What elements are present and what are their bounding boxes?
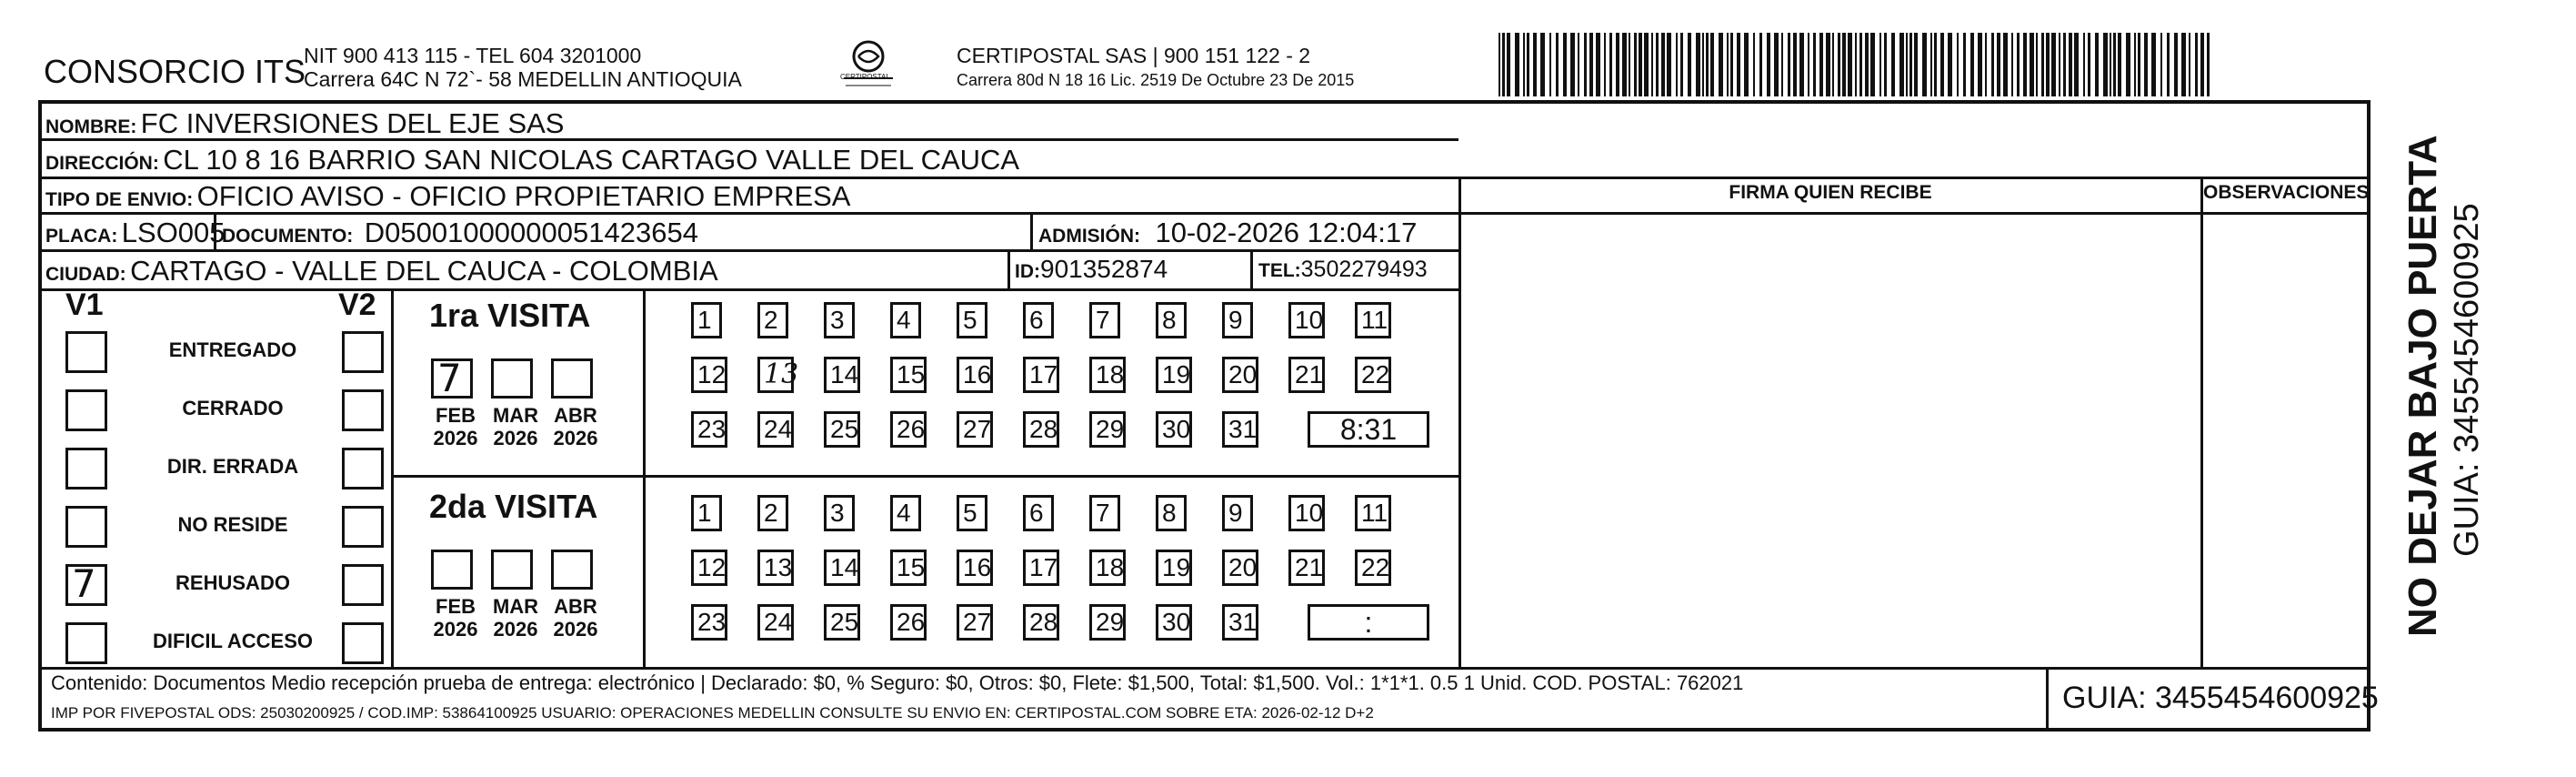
day-box: 6 [1023, 495, 1054, 531]
barcode-bar [1899, 33, 1904, 96]
month-name: ABR [554, 404, 597, 427]
barcode-bar [1578, 33, 1579, 96]
barcode-bar [1730, 33, 1733, 96]
month-checkbox [491, 358, 533, 399]
day-box: 2 [757, 302, 788, 338]
month-checkbox [491, 550, 533, 590]
day-box: 11 [1355, 302, 1391, 338]
barcode-bar [1609, 33, 1612, 96]
day-box: 1 [691, 302, 722, 338]
admision-label: ADMISIÓN: [1038, 226, 1140, 247]
barcode-bar [1596, 33, 1600, 96]
barcode-bar [2069, 33, 2072, 96]
day-box: 10 [1288, 302, 1325, 338]
barcode-bar [1767, 33, 1770, 96]
status-label: DIR. ERRADA [166, 455, 299, 478]
company-nit: NIT 900 413 115 - TEL 604 3201000 [304, 44, 642, 67]
barcode-bar [2160, 33, 2162, 96]
row-direccion [45, 144, 1019, 177]
month-name: MAR [492, 595, 539, 618]
barcode-bar [1656, 33, 1659, 96]
barcode-bar [2134, 33, 2136, 96]
barcode-bar [1842, 33, 1846, 96]
logo-text: CERTIPOSTAL [840, 73, 890, 81]
barcode-bar [1957, 33, 1959, 96]
barcode-bar [1710, 33, 1714, 96]
barcode-bar [2041, 33, 2044, 96]
barcode-bar [1584, 33, 1587, 96]
direccion-label: DIRECCIÓN: [45, 153, 159, 174]
carrier-license: Carrera 80d N 18 16 Lic. 2519 De Octubre 23 De 2015 [957, 71, 1355, 89]
barcode-bar [1498, 33, 1500, 96]
day-box: 7 [1089, 495, 1120, 531]
company-name: CONSORCIO ITS [44, 53, 306, 90]
barcode-bar [1667, 33, 1671, 96]
day-box: 13 [757, 550, 794, 586]
month-name: MAR [492, 404, 539, 427]
barcode-bar [1819, 33, 1823, 96]
tipo-label: TIPO DE ENVIO: [45, 189, 194, 210]
day-box: 4 [890, 495, 921, 531]
month-name: FEB [436, 404, 476, 427]
day-box: 5 [957, 302, 987, 338]
barcode-bar [1622, 33, 1627, 96]
day-box: 23 [691, 604, 727, 641]
barcode-bar [1985, 33, 1987, 96]
footer-contenido: Contenido: Documentos Medio recepción prueba de entrega: electrónico | Declarado: $0, % Seguro: $0, Otros: $0, Flete: $1,500, Total: $1,500. Vol.: 1*1*1. 0.5 1 Unid. COD. POSTAL: 762021 [51, 671, 1744, 694]
footer-imp: IMP POR FIVEPOSTAL ODS: 25030200925 / COD.IMP: 53864100925 USUARIO: OPERACIONES MEDELLIN CONSULTE SU ENVIO EN: CERTIPOSTAL.COM SOBRE ETA: 2026-02-12 D+2 [51, 704, 1374, 722]
barcode-bar [2088, 33, 2090, 96]
barcode-bar [1884, 33, 1887, 96]
time-box: 8:31 [1308, 411, 1429, 448]
barcode-bar [2023, 33, 2027, 96]
barcode-bar [1991, 33, 1994, 96]
day-box: 31 [1222, 604, 1258, 641]
status-label: REHUSADO [175, 571, 290, 594]
day-box: 19 [1156, 550, 1192, 586]
day-box: 8 [1156, 302, 1187, 338]
barcode-bar [2118, 33, 2121, 96]
barcode-bar [2059, 33, 2060, 96]
barcode-bar [1680, 33, 1683, 96]
barcode-bar [1702, 33, 1704, 96]
barcode-bar [1808, 33, 1809, 96]
day-box: 21 [1288, 550, 1325, 586]
id-value: 901352874 [1040, 255, 1168, 283]
barcode-bar [1706, 33, 1709, 96]
placa-value: LSO005 [121, 217, 226, 248]
barcode-bar [2207, 33, 2210, 96]
month-year: 2026 [493, 618, 538, 641]
status-v2-checkbox [342, 564, 384, 606]
day-box: 15 [890, 357, 927, 393]
status-v1-checkbox [65, 506, 107, 548]
barcode-bar [1826, 33, 1830, 96]
day-box: 29 [1089, 604, 1126, 641]
barcode-bar [1604, 33, 1606, 96]
status-v2-checkbox [342, 506, 384, 548]
day-box: 25 [824, 411, 860, 448]
status-v1-checkbox [65, 448, 107, 489]
observaciones-header: OBSERVACIONES [2203, 182, 2370, 203]
barcode-bar [1978, 33, 1982, 96]
barcode-bar [1507, 33, 1510, 96]
month-year: 2026 [433, 427, 478, 449]
v1-header: V1 [65, 288, 104, 322]
day-box: 5 [957, 495, 987, 531]
barcode-bar [2167, 33, 2170, 96]
barcode-bar [2017, 33, 2020, 96]
barcode-bar [1759, 33, 1762, 96]
tipo-value: OFICIO AVISO - OFICIO PROPIETARIO EMPRESA [196, 180, 851, 212]
status-v2-checkbox [342, 389, 384, 431]
status-v2-checkbox [342, 448, 384, 489]
month-checkbox [431, 550, 473, 590]
barcode-bar [1570, 33, 1575, 96]
barcode-bar [1859, 33, 1862, 96]
handwritten-check-mark: 7 [72, 561, 96, 606]
barcode [1498, 33, 2210, 96]
status-label: NO RESIDE [177, 513, 288, 536]
barcode-bar [2174, 33, 2178, 96]
documento-label: DOCUMENTO: [222, 226, 354, 247]
v2-header: V2 [338, 288, 376, 322]
month-name: ABR [554, 595, 597, 618]
admision-value: 10-02-2026 12:04:17 [1155, 217, 1418, 248]
handwritten-day-mark: 13 [764, 358, 799, 390]
row-documento [222, 217, 698, 249]
barcode-bar [1533, 33, 1537, 96]
month-year: 2026 [553, 427, 598, 449]
day-box: 24 [757, 604, 794, 641]
barcode-bar [1848, 33, 1852, 96]
status-v1-checkbox [65, 389, 107, 431]
barcode-bar [1891, 33, 1895, 96]
barcode-bar [2074, 33, 2079, 96]
day-box: 12 [691, 550, 727, 586]
barcode-bar [1634, 33, 1637, 96]
status-label: CERRADO [182, 397, 284, 419]
barcode-bar [2083, 33, 2085, 96]
month-label [424, 404, 487, 449]
barcode-bar [1523, 33, 1525, 96]
month-label [544, 404, 607, 449]
status-v1-checkbox [65, 622, 107, 664]
barcode-bar [2036, 33, 2038, 96]
status-v2-checkbox [342, 331, 384, 373]
side-guia: GUIA: 3455454600925 [2448, 203, 2486, 557]
barcode-bar [1855, 33, 1857, 96]
day-box: 12 [691, 357, 727, 393]
day-box: 9 [1222, 495, 1253, 531]
barcode-bar [2046, 33, 2050, 96]
day-box: 28 [1023, 411, 1059, 448]
day-box: 19 [1156, 357, 1192, 393]
visit1-title: 1ra VISITA [429, 297, 591, 334]
barcode-bar [2003, 33, 2008, 96]
day-box: 9 [1222, 302, 1253, 338]
time-box: : [1308, 604, 1429, 641]
day-box: 28 [1023, 604, 1059, 641]
barcode-bar [1737, 33, 1740, 96]
barcode-bar [1922, 33, 1927, 96]
barcode-bar [1940, 33, 1944, 96]
barcode-bar [2095, 33, 2099, 96]
day-box: 1 [691, 495, 722, 531]
barcode-bar [1914, 33, 1918, 96]
barcode-bar [2126, 33, 2130, 96]
barcode-bar [1661, 33, 1665, 96]
day-box: 14 [824, 357, 860, 393]
barcode-bar [1813, 33, 1816, 96]
row-placa [45, 217, 226, 249]
barcode-bar [1832, 33, 1834, 96]
barcode-bar [1540, 33, 1545, 96]
barcode-bar [2113, 33, 2116, 96]
status-label: ENTREGADO [168, 338, 297, 361]
month-year: 2026 [553, 618, 598, 641]
month-label [484, 595, 547, 641]
barcode-bar [1948, 33, 1952, 96]
barcode-bar [1727, 33, 1729, 96]
day-box: 26 [890, 411, 927, 448]
barcode-bar [1515, 33, 1519, 96]
month-checkbox [551, 358, 593, 399]
day-box: 11 [1355, 495, 1391, 531]
day-box: 3 [824, 495, 855, 531]
barcode-bar [1879, 33, 1881, 96]
day-box: 3 [824, 302, 855, 338]
day-box: 29 [1089, 411, 1126, 448]
row-tel [1258, 257, 1428, 283]
day-box: 25 [824, 604, 860, 641]
barcode-bar [2195, 33, 2198, 96]
visit2-title: 2da VISITA [429, 488, 598, 525]
barcode-bar [2151, 33, 2156, 96]
row-ciudad [45, 255, 718, 288]
row-id [1015, 255, 1168, 284]
barcode-bar [1781, 33, 1783, 96]
day-box: 22 [1355, 550, 1391, 586]
day-box: 27 [957, 411, 993, 448]
barcode-bar [1753, 33, 1755, 96]
day-box: 20 [1222, 357, 1258, 393]
row-tipo [45, 180, 850, 213]
barcode-bar [1556, 33, 1559, 96]
tel-label: TEL: [1258, 260, 1301, 281]
company-address: Carrera 64C N 72`- 58 MEDELLIN ANTIOQUIA [304, 67, 742, 91]
barcode-bar [1997, 33, 2000, 96]
row-nombre [45, 107, 564, 140]
status-v2-checkbox [342, 622, 384, 664]
barcode-bar [2189, 33, 2190, 96]
barcode-bar [2103, 33, 2108, 96]
day-box: 15 [890, 550, 927, 586]
day-box: 26 [890, 604, 927, 641]
tel-value: 3502279493 [1300, 257, 1428, 282]
day-box [757, 357, 799, 393]
handwritten-month-mark: 7 [437, 356, 462, 400]
barcode-bar [1906, 33, 1908, 96]
id-label: ID: [1015, 261, 1040, 282]
barcode-bar [1616, 33, 1619, 96]
day-box: 2 [757, 495, 788, 531]
barcode-bar [1502, 33, 1505, 96]
day-box: 4 [890, 302, 921, 338]
carrier-line: CERTIPOSTAL SAS | 900 151 122 - 2 [957, 44, 1311, 67]
status-label: DIFICIL ACCESO [152, 630, 313, 652]
barcode-bar [2144, 33, 2148, 96]
direccion-value: CL 10 8 16 BARRIO SAN NICOLAS CARTAGO VALLE DEL CAUCA [163, 144, 1020, 176]
barcode-bar [2063, 33, 2066, 96]
day-box: 22 [1355, 357, 1391, 393]
day-box: 30 [1156, 411, 1192, 448]
row-admision [1038, 217, 1417, 249]
barcode-bar [1549, 33, 1551, 96]
ciudad-label: CIUDAD: [45, 264, 126, 285]
barcode-bar [1563, 33, 1567, 96]
month-checkbox [431, 358, 473, 399]
barcode-bar [1589, 33, 1593, 96]
barcode-bar [1527, 33, 1529, 96]
month-year: 2026 [493, 427, 538, 449]
day-box: 6 [1023, 302, 1054, 338]
status-v1-checkbox [65, 331, 107, 373]
day-box: 27 [957, 604, 993, 641]
barcode-bar [2200, 33, 2204, 96]
barcode-bar [2181, 33, 2186, 96]
month-label [424, 595, 487, 641]
day-box: 20 [1222, 550, 1258, 586]
day-box: 21 [1288, 357, 1325, 393]
day-box: 18 [1089, 550, 1126, 586]
barcode-bar [2110, 33, 2111, 96]
day-box: 17 [1023, 550, 1059, 586]
barcode-bar [1970, 33, 1974, 96]
footer-guia: GUIA: 3455454600925 [2062, 681, 2379, 715]
side-warning: NO DEJAR BAJO PUERTA [2401, 135, 2445, 637]
month-label [544, 595, 607, 641]
barcode-bar [1774, 33, 1779, 96]
barcode-bar [1793, 33, 1797, 96]
barcode-bar [1838, 33, 1840, 96]
barcode-bar [1629, 33, 1630, 96]
barcode-bar [1865, 33, 1869, 96]
barcode-bar [1870, 33, 1875, 96]
barcode-bar [1719, 33, 1723, 96]
day-box: 18 [1089, 357, 1126, 393]
barcode-bar [2030, 33, 2034, 96]
documento-value: D05001000000051423654 [364, 217, 698, 248]
nombre-value: FC INVERSIONES DEL EJE SAS [140, 107, 565, 139]
barcode-bar [1639, 33, 1642, 96]
barcode-bar [1909, 33, 1912, 96]
barcode-bar [1963, 33, 1966, 96]
barcode-bar [1930, 33, 1932, 96]
barcode-bar [2011, 33, 2013, 96]
barcode-bar [1744, 33, 1749, 96]
barcode-bar [1934, 33, 1937, 96]
barcode-bar [1696, 33, 1700, 96]
barcode-bar [1644, 33, 1649, 96]
day-box: 16 [957, 357, 993, 393]
barcode-bar [2138, 33, 2140, 96]
day-box: 23 [691, 411, 727, 448]
day-box: 31 [1222, 411, 1258, 448]
day-box: 10 [1288, 495, 1325, 531]
day-box: 30 [1156, 604, 1192, 641]
nombre-label: NOMBRE: [45, 116, 137, 137]
day-box: 16 [957, 550, 993, 586]
status-v1-checkbox [65, 561, 107, 606]
barcode-bar [1651, 33, 1653, 96]
barcode-bar [2051, 33, 2056, 96]
barcode-bar [1799, 33, 1804, 96]
day-box: 7 [1089, 302, 1120, 338]
month-checkbox [551, 550, 593, 590]
day-box: 24 [757, 411, 794, 448]
certipostal-logo [837, 38, 900, 93]
barcode-bar [1688, 33, 1691, 96]
month-year: 2026 [433, 618, 478, 641]
placa-label: PLACA: [45, 226, 118, 247]
day-box: 8 [1156, 495, 1187, 531]
ciudad-value: CARTAGO - VALLE DEL CAUCA - COLOMBIA [130, 255, 718, 287]
barcode-bar [1676, 33, 1678, 96]
day-box: 14 [824, 550, 860, 586]
firma-header: FIRMA QUIEN RECIBE [1729, 182, 1932, 203]
day-box: 17 [1023, 357, 1059, 393]
barcode-bar [1788, 33, 1790, 96]
month-label [484, 404, 547, 449]
month-name: FEB [436, 595, 476, 618]
